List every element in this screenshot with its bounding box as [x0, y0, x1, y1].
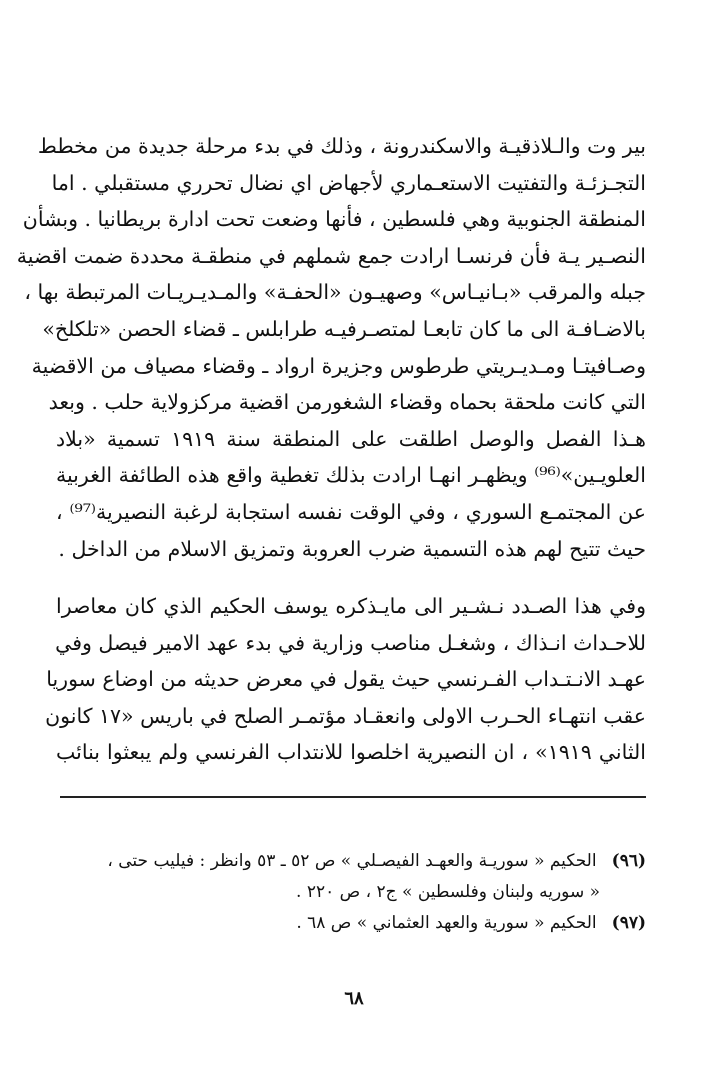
text-line: المنطقة الجنوبية وهي فلسطين ، فأنها وضعت تحت ادارة بريطانيا . وبشأن — [22, 207, 646, 232]
text-line: التي كانت ملحقة بحماه وقضاء الشغورمن اقضية مركزولاية حلب . وبعد — [48, 390, 646, 415]
text-line: عن المجتمـع السوري ، وفي الوقت نفسه استجابة لرغبة النصيرية⁽⁹⁷⁾ ، — [56, 499, 646, 524]
footnote-96 — [56, 846, 646, 877]
text-line: بالاضـافـة الى ما كان تابعـا لمتصـرفيـه طرابلس ـ قضاء الحصن «تلكلخ» — [42, 316, 646, 341]
text-line: هـذا الفصل والوصل اطلقت على المنطقة سنة ١٩١٩ تسمية «بلاد — [56, 426, 646, 451]
text-line: وفي هذا الصـدد نـشـير الى مايـذكره يوسف الحكيم الذي كان معاصرا — [56, 594, 646, 618]
page-number: ٦٨ — [344, 988, 364, 1009]
footnote-divider — [60, 796, 646, 798]
text-line: جبله والمرقب «بـانيـاس» وصهيـون «الحفـة» والمـديـريـات المرتبطة بها ، — [24, 280, 646, 305]
footnote-number: (٩٦) — [611, 851, 646, 871]
paragraph-2 — [45, 588, 647, 771]
text-line: التجـزئـة والتفتيت الاستعـماري لأجهاض اي نضال تحرري مستقبلي . اما — [51, 170, 646, 195]
text-line: بير وت والـلاذقيـة والاسكندرونة ، وذلك في بدء مرحلة جديدة من مخطط — [37, 134, 646, 158]
footnote-text: الحكيم « سورية والعهد العثماني » ص ٦٨ . — [296, 913, 597, 933]
footnotes — [56, 846, 646, 939]
text-line: عهـد الانـتـداب الفـرنسي حيث يقول في معرض حديثه من اوضاع سوريا — [46, 667, 646, 692]
text-line: النصـير يـة فأن فرنسـا ارادت جمع شملهم في منطقـة محددة ضمت اقضية — [16, 243, 646, 268]
text-line: حيث تتيح لهم هذه التسمية ضرب العروبة وتمزيق الاسلام من الداخل . — [58, 536, 646, 561]
footnote-text: « سوريه ولبنان وفلسطين » ج٢ ، ص ٢٢٠ . — [296, 882, 600, 902]
footnote-number: (٩٧) — [611, 913, 646, 933]
footnote-97 — [56, 908, 646, 939]
text-line: للاحـداث انـذاك ، وشغـل مناصب وزارية في بدء عهد الامير فيصل وفي — [55, 630, 646, 655]
text-line: العلويـين»⁽⁹⁶⁾ ويظهـر انهـا ارادت بذلك تغطية واقع هذه الطائفة الغربية — [56, 463, 646, 488]
footnote-text: الحكيم « سوريـة والعهـد الفيصـلي » ص ٥٢ ـ ٥٣ وانظر : فيليب حتى ، — [107, 851, 597, 871]
text-line: وصـافيتـا ومـديـريتي طرطوس وجزيرة ارواد ـ وقضاء مصياف من الاقضية — [31, 353, 646, 378]
footnote-96-continued — [56, 877, 646, 908]
text-line: عقب انتهـاء الحـرب الاولى وانعقـاد مؤتمـر الصلح في باريس «١٧ كانون — [45, 703, 646, 728]
text-line: الثاني ١٩١٩» ، ان النصيرية اخلصوا للانتداب الفرنسي ولم يبعثوا بنائب — [56, 740, 647, 765]
paragraph-1 — [16, 128, 646, 567]
